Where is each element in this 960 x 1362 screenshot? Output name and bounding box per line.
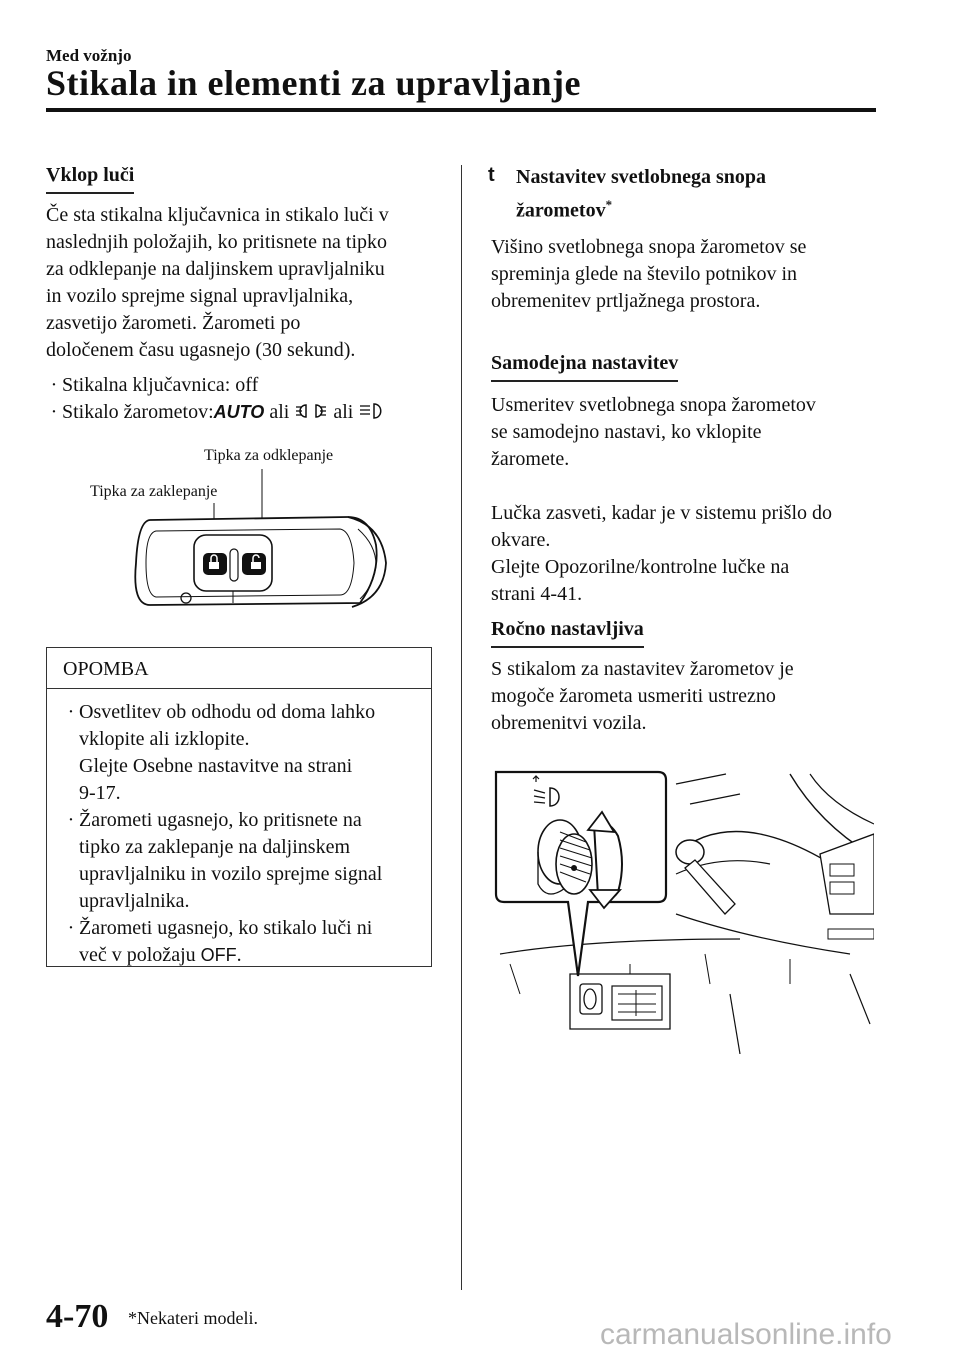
paragraph-line: Lučka zasveti, kadar je v sistemu prišlo do bbox=[491, 502, 833, 524]
paragraph-line: določenem času ugasnejo (30 sekund). bbox=[46, 339, 356, 361]
note-line: Glejte Osebne nastavitve na strani bbox=[79, 755, 353, 777]
paragraph-line: spreminja glede na število potnikov in bbox=[491, 263, 798, 285]
heading-rocno: Ročno nastavljiva bbox=[491, 618, 644, 648]
headlight-icon bbox=[358, 402, 386, 420]
paragraph-line: Če sta stikalna ključavnica in stikalo luči v bbox=[46, 204, 389, 226]
left-paragraph bbox=[46, 202, 446, 364]
watermark: carmanualsonline.info bbox=[600, 1318, 892, 1351]
paragraph-line: mogoče žarometa usmeriti ustrezno bbox=[491, 685, 776, 707]
paragraph-line: za odklepanje na daljinskem upravljalniku bbox=[46, 258, 385, 280]
heading-samodejna: Samodejna nastavitev bbox=[491, 352, 678, 382]
samodejna-warning bbox=[491, 500, 891, 608]
label-unlock-button: Tipka za odklepanje bbox=[204, 447, 334, 464]
key-fob-drawing bbox=[90, 445, 390, 620]
heading-line: žarometov bbox=[516, 199, 606, 222]
paragraph-line: strani 4-41. bbox=[491, 583, 583, 605]
paragraph-line: žaromete. bbox=[491, 448, 570, 470]
footnote-star: * bbox=[605, 197, 613, 212]
note-item: · Žarometi ugasnejo, ko stikalo luči ni več v položaju OFF. bbox=[67, 917, 373, 966]
paragraph-line: S stikalom za nastavitev žarometov je bbox=[491, 658, 794, 680]
rocno-text bbox=[491, 656, 891, 737]
bullet-headlight-switch bbox=[46, 399, 386, 426]
note-box bbox=[46, 647, 432, 967]
right-intro bbox=[491, 234, 891, 315]
page-number: 4-70 bbox=[46, 1298, 109, 1335]
paragraph-line: Glejte Opozorilne/kontrolne lučke na bbox=[491, 556, 790, 578]
bullet-dot: · bbox=[50, 374, 58, 396]
key-fob-figure bbox=[90, 445, 390, 620]
label-lock-button: Tipka za zaklepanje bbox=[90, 483, 218, 500]
ali-text: ali bbox=[333, 401, 354, 423]
bullet-dot: · bbox=[50, 401, 58, 423]
paragraph-line: in vozilo sprejme signal upravljalnika, bbox=[46, 285, 354, 307]
footnote: *Nekateri modeli. bbox=[128, 1308, 258, 1328]
paragraph-line: naslednjih položajih, ko pritisnete na tipko bbox=[46, 231, 388, 253]
column-divider bbox=[461, 165, 462, 1290]
heading-beam-adjust bbox=[516, 164, 766, 225]
note-line: 9-17. bbox=[79, 782, 121, 804]
auto-symbol: AUTO bbox=[213, 402, 265, 422]
paragraph-line: Višino svetlobnega snopa žarometov se bbox=[491, 236, 807, 258]
bullet-ignition bbox=[46, 372, 258, 399]
ali-text: ali bbox=[269, 401, 290, 423]
samodejna-text bbox=[491, 392, 891, 473]
note-item: · Žarometi ugasnejo, ko pritisnete na tipko za zaklepanje na daljinskem upravljalniku in vozilo sprejme signal upravljalnika. bbox=[63, 807, 427, 915]
off-symbol: OFF bbox=[200, 945, 237, 965]
page-title: Stikala in elementi za upravljanje bbox=[46, 63, 581, 103]
paragraph-line: obremenitev prtljažnega prostora. bbox=[491, 290, 761, 312]
section-label: Med vožnjo bbox=[46, 46, 132, 65]
bullet-text: Stikalna ključavnica: off bbox=[62, 374, 259, 396]
paragraph-line: Usmeritev svetlobnega snopa žarometov bbox=[491, 394, 816, 416]
heading-vklop-luci: Vklop luči bbox=[46, 164, 134, 194]
paragraph-line: okvare. bbox=[491, 529, 551, 551]
note-line: upravljalnika. bbox=[79, 890, 190, 912]
parking-light-icon bbox=[294, 402, 328, 420]
note-line: Žarometi ugasnejo, ko pritisnete na bbox=[79, 809, 362, 831]
note-line: vklopite ali izklopite. bbox=[79, 728, 250, 750]
note-item: · Osvetlitev ob odhodu od doma lahko vklopite ali izklopite. Glejte Osebne nastavitve na strani 9-17. bbox=[63, 699, 427, 807]
note-line: Osvetlitev ob odhodu od doma lahko bbox=[79, 701, 376, 723]
bullet-text: Stikalo žarometov: bbox=[62, 401, 214, 423]
section-marker: t bbox=[488, 164, 495, 186]
heading-line: Nastavitev svetlobnega snopa bbox=[516, 166, 767, 188]
leveling-switch-illustration bbox=[490, 764, 874, 1054]
note-line: Žarometi ugasnejo, ko stikalo luči ni bbox=[79, 917, 373, 939]
note-header bbox=[47, 648, 431, 689]
paragraph-line: se samodejno nastavi, ko vklopite bbox=[491, 421, 762, 443]
note-title: OPOMBA bbox=[63, 658, 149, 680]
note-line: več v položaju bbox=[79, 944, 196, 966]
paragraph-line: obremenitvi vozila. bbox=[491, 712, 647, 734]
note-punct: . bbox=[236, 944, 242, 966]
note-line: upravljalniku in vozilo sprejme signal bbox=[79, 863, 383, 885]
paragraph-line: zasvetijo žarometi. Žarometi po bbox=[46, 312, 301, 334]
title-rule bbox=[46, 108, 876, 112]
note-line: tipko za zaklepanje na daljinskem bbox=[79, 836, 351, 858]
